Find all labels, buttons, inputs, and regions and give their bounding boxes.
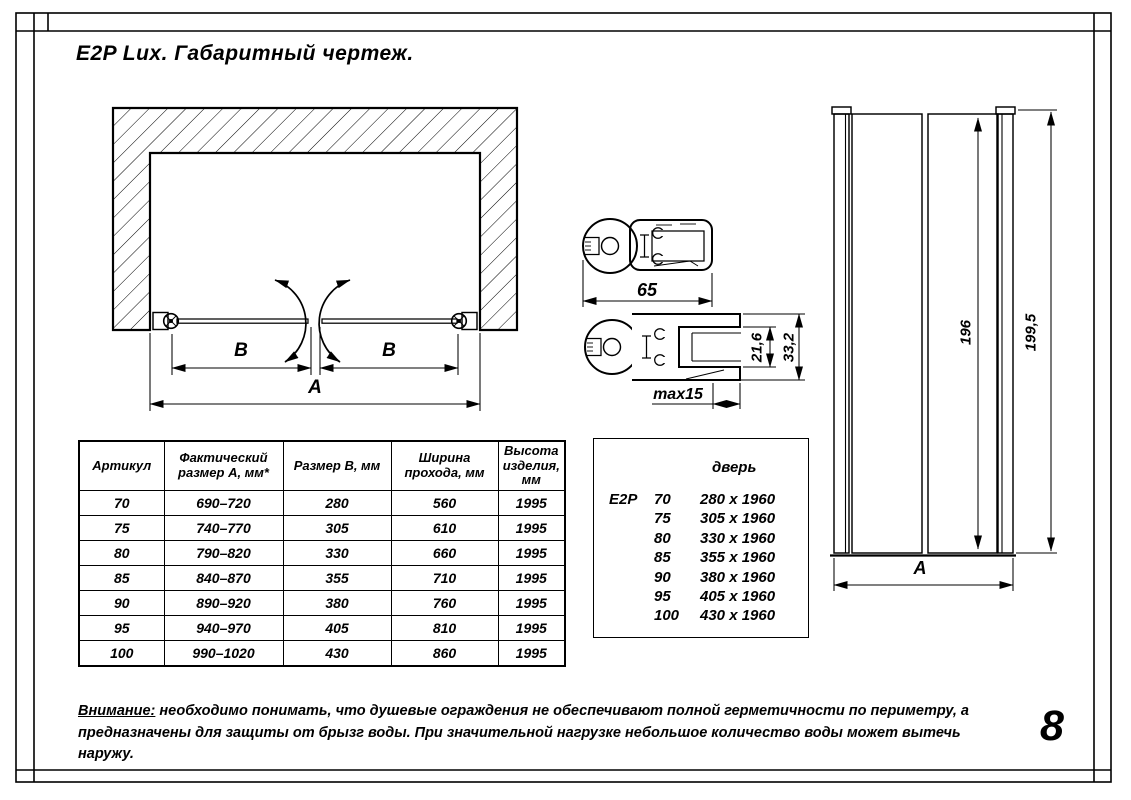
size-table-header-cell: Артикул	[79, 441, 164, 491]
size-table-cell: 1995	[498, 641, 565, 667]
door-table	[593, 438, 809, 638]
table-row	[79, 541, 565, 566]
size-table-header-cell: Фактический размер А, мм*	[164, 441, 283, 491]
dim-label-65: 65	[636, 280, 658, 300]
size-table-cell: 280	[283, 491, 391, 516]
size-table-cell: 405	[283, 616, 391, 641]
wall-section	[113, 108, 517, 330]
size-table-cell: 85	[79, 566, 164, 591]
table-row	[79, 491, 565, 516]
size-table-cell: 380	[283, 591, 391, 616]
door-dims: 280 x 1960	[700, 491, 776, 508]
size-table-cell: 660	[391, 541, 498, 566]
size-table-cell: 1995	[498, 541, 565, 566]
size-table-cell: 860	[391, 641, 498, 667]
size-table-cell: 940–970	[164, 616, 283, 641]
dim-label-b-right: B	[382, 340, 396, 361]
table-row	[79, 641, 565, 667]
size-table-cell: 90	[79, 591, 164, 616]
page-number: 8	[1040, 702, 1064, 750]
size-table-cell: 1995	[498, 516, 565, 541]
size-table-cell: 810	[391, 616, 498, 641]
size-table-header-cell: Высота изделия, мм	[498, 441, 565, 491]
dim-label-b-left: B	[234, 340, 248, 361]
size-table-header-cell: Ширина прохода, мм	[391, 441, 498, 491]
list-item	[594, 606, 808, 625]
size-table-cell: 1995	[498, 591, 565, 616]
list-item	[594, 568, 808, 587]
door-size: 100	[654, 607, 680, 625]
size-table-header-cell: Размер В, мм	[283, 441, 391, 491]
door-dims: 330 x 1960	[700, 529, 776, 547]
size-table-cell: 430	[283, 641, 391, 667]
size-table-cell: 840–870	[164, 566, 283, 591]
warning-label: Внимание:	[78, 703, 156, 719]
size-table-cell: 330	[283, 541, 391, 566]
door-table-header: дверь	[712, 459, 757, 476]
size-table-header-row	[79, 441, 565, 491]
table-row	[79, 616, 565, 641]
door-dims: 355 x 1960	[700, 549, 776, 567]
size-table-cell: 80	[79, 541, 164, 566]
door-size: 80	[654, 529, 671, 547]
warning-note	[78, 701, 1020, 766]
size-table-cell: 1995	[498, 566, 565, 591]
door-size: 75	[654, 510, 671, 528]
size-table-cell: 740–770	[164, 516, 283, 541]
door-size: 70	[654, 491, 671, 508]
list-item	[594, 509, 808, 528]
table-row	[79, 591, 565, 616]
warning-text: необходимо понимать, что душевые ограждения не обеспечивают полной герметичности по периметру, а предназначены для защиты от брызг воды. При значительной нагрузке небольшое количество воды может вытечь наружу.	[78, 703, 969, 762]
page-title: E2P Lux. Габаритный чертеж.	[76, 42, 414, 65]
dim-label-199-5: 199,5	[1022, 313, 1040, 352]
door-size: 85	[654, 549, 671, 567]
size-table-cell: 100	[79, 641, 164, 667]
dim-label-21-6: 21,6	[748, 332, 766, 363]
dim-label-196: 196	[957, 319, 975, 346]
list-item	[594, 587, 808, 606]
door-dims: 380 x 1960	[700, 568, 776, 586]
size-table-cell: 690–720	[164, 491, 283, 516]
size-table-cell: 760	[391, 591, 498, 616]
dim-label-a-plan: A	[308, 377, 322, 398]
list-item	[594, 529, 808, 548]
size-table-cell: 790–820	[164, 541, 283, 566]
list-item	[594, 548, 808, 567]
dim-label-33-2: 33,2	[780, 332, 798, 363]
door-size: 95	[654, 587, 671, 605]
size-table-cell: 1995	[498, 616, 565, 641]
door-dims: 305 x 1960	[700, 510, 776, 528]
dim-label-a-front: A	[913, 558, 927, 578]
door-dims: 430 x 1960	[700, 607, 776, 625]
size-table	[78, 440, 566, 667]
door-dims: 405 x 1960	[700, 587, 776, 605]
size-table-cell: 890–920	[164, 591, 283, 616]
size-table-cell: 1995	[498, 491, 565, 516]
table-row	[79, 566, 565, 591]
door-swing-arcs	[275, 280, 350, 362]
dim-label-max15: max15	[653, 386, 703, 403]
size-table-cell: 70	[79, 491, 164, 516]
size-table-cell: 305	[283, 516, 391, 541]
size-table-cell: 75	[79, 516, 164, 541]
door-panels	[153, 313, 477, 330]
size-table-cell: 710	[391, 566, 498, 591]
table-row	[79, 516, 565, 541]
size-table-cell: 95	[79, 616, 164, 641]
door-size: 90	[654, 568, 671, 586]
size-table-cell: 610	[391, 516, 498, 541]
size-table-cell: 560	[391, 491, 498, 516]
list-item	[594, 490, 808, 509]
size-table-cell: 355	[283, 566, 391, 591]
door-series: E2P	[609, 491, 638, 508]
size-table-cell: 990–1020	[164, 641, 283, 667]
